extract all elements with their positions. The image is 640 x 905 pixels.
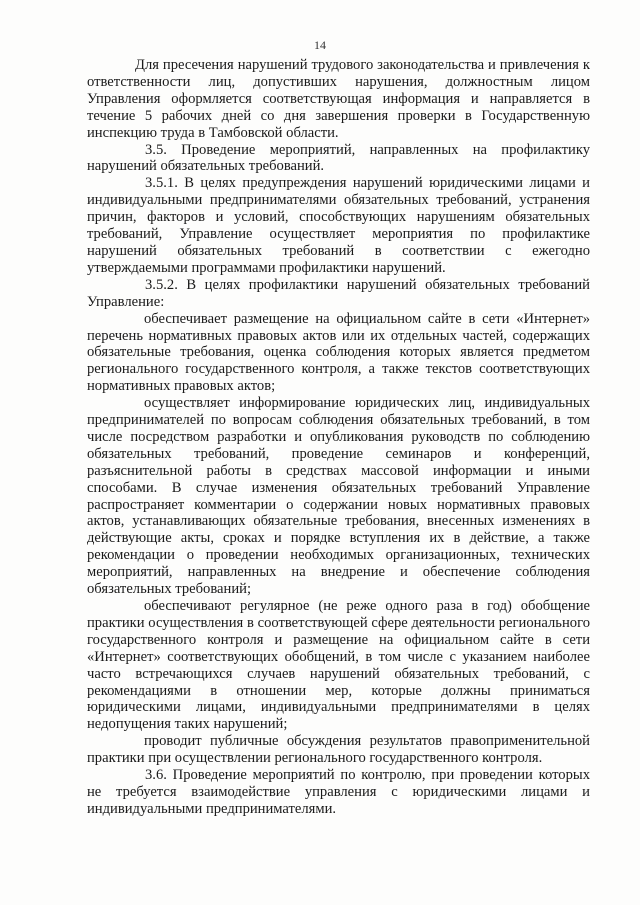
list-item-public-discussion: проводит публичные обсуждения результатов правоприменительной практики при осуществлении регионального государственного контроля. [87,733,590,767]
list-item-informing: осуществляет информирование юридических лиц, индивидуальных предпринимателей по вопросам соблюдения обязательных требований, в том числе посредством разработки и опубликования руководств по соблюдению обязательных требований, проведение семинаров и конференций, разъяснительной работы в средствах массовой информации и иными способами. В случае изменения обязательных требований Управление распространяет комментарии о содержании новых нормативных правовых актов, устанавливающих обязательные требования, внесенных изменениях в действующие акты, сроках и порядке вступления их в действие, а также рекомендации о проведении необходимых организационных, технических мероприятий, направленных на внедрение и обеспечение соблюдения обязательных требований; [87,395,590,598]
paragraph-3-5-1: 3.5.1. В целях предупреждения нарушений юридическими лицами и индивидуальными предпринимателями обязательных требований, устранения причин, факторов и условий, способствующих нарушениям обязательных требований, Управление осуществляет мероприятия по профилактике нарушений обязательных требований в соответствии с ежегодно утверждаемыми программами профилактики нарушений. [87,175,590,276]
list-item-publication: обеспечивает размещение на официальном сайте в сети «Интернет» перечень нормативных правовых актов или их отдельных частей, содержащих обязательные требования, оценка соблюдения которых является предметом регионального государственного контроля, а также текстов соответствующих нормативных правовых актов; [87,310,590,395]
page-number: 14 [314,38,326,52]
document-body [87,57,590,818]
paragraph-inspection-report: Для пресечения нарушений трудового законодательства и привлечения к ответственности лиц, допустивших нарушения, должностным лицом Управления оформляется соответствующая информация и направляется в течение 5 рабочих дней со дня завершения проверки в Государственную инспекцию труда в Тамбовской области. [87,57,590,141]
section-3-6-heading: 3.6. Проведение мероприятий по контролю, при проведении которых не требуется взаимодействие управления с юридическими лицами и индивидуальными предпринимателями. [87,767,590,817]
section-3-5-heading: 3.5. Проведение мероприятий, направленных на профилактику нарушений обязательных требований. [87,141,590,175]
list-item-generalization: обеспечивают регулярное (не реже одного раза в год) обобщение практики осуществления в соответствующей сфере деятельности регионального государственного контроля и размещение на официальном сайте в сети «Интернет» соответствующих обобщений, в том числе с указанием наиболее часто встречающихся случаев нарушений обязательных требований, с рекомендациями в отношении мер, которые должны приниматься юридическими лицами, индивидуальными предпринимателями в целях недопущения таких нарушений; [87,598,590,733]
paragraph-3-5-2: 3.5.2. В целях профилактики нарушений обязательных требований Управление: [87,276,590,310]
